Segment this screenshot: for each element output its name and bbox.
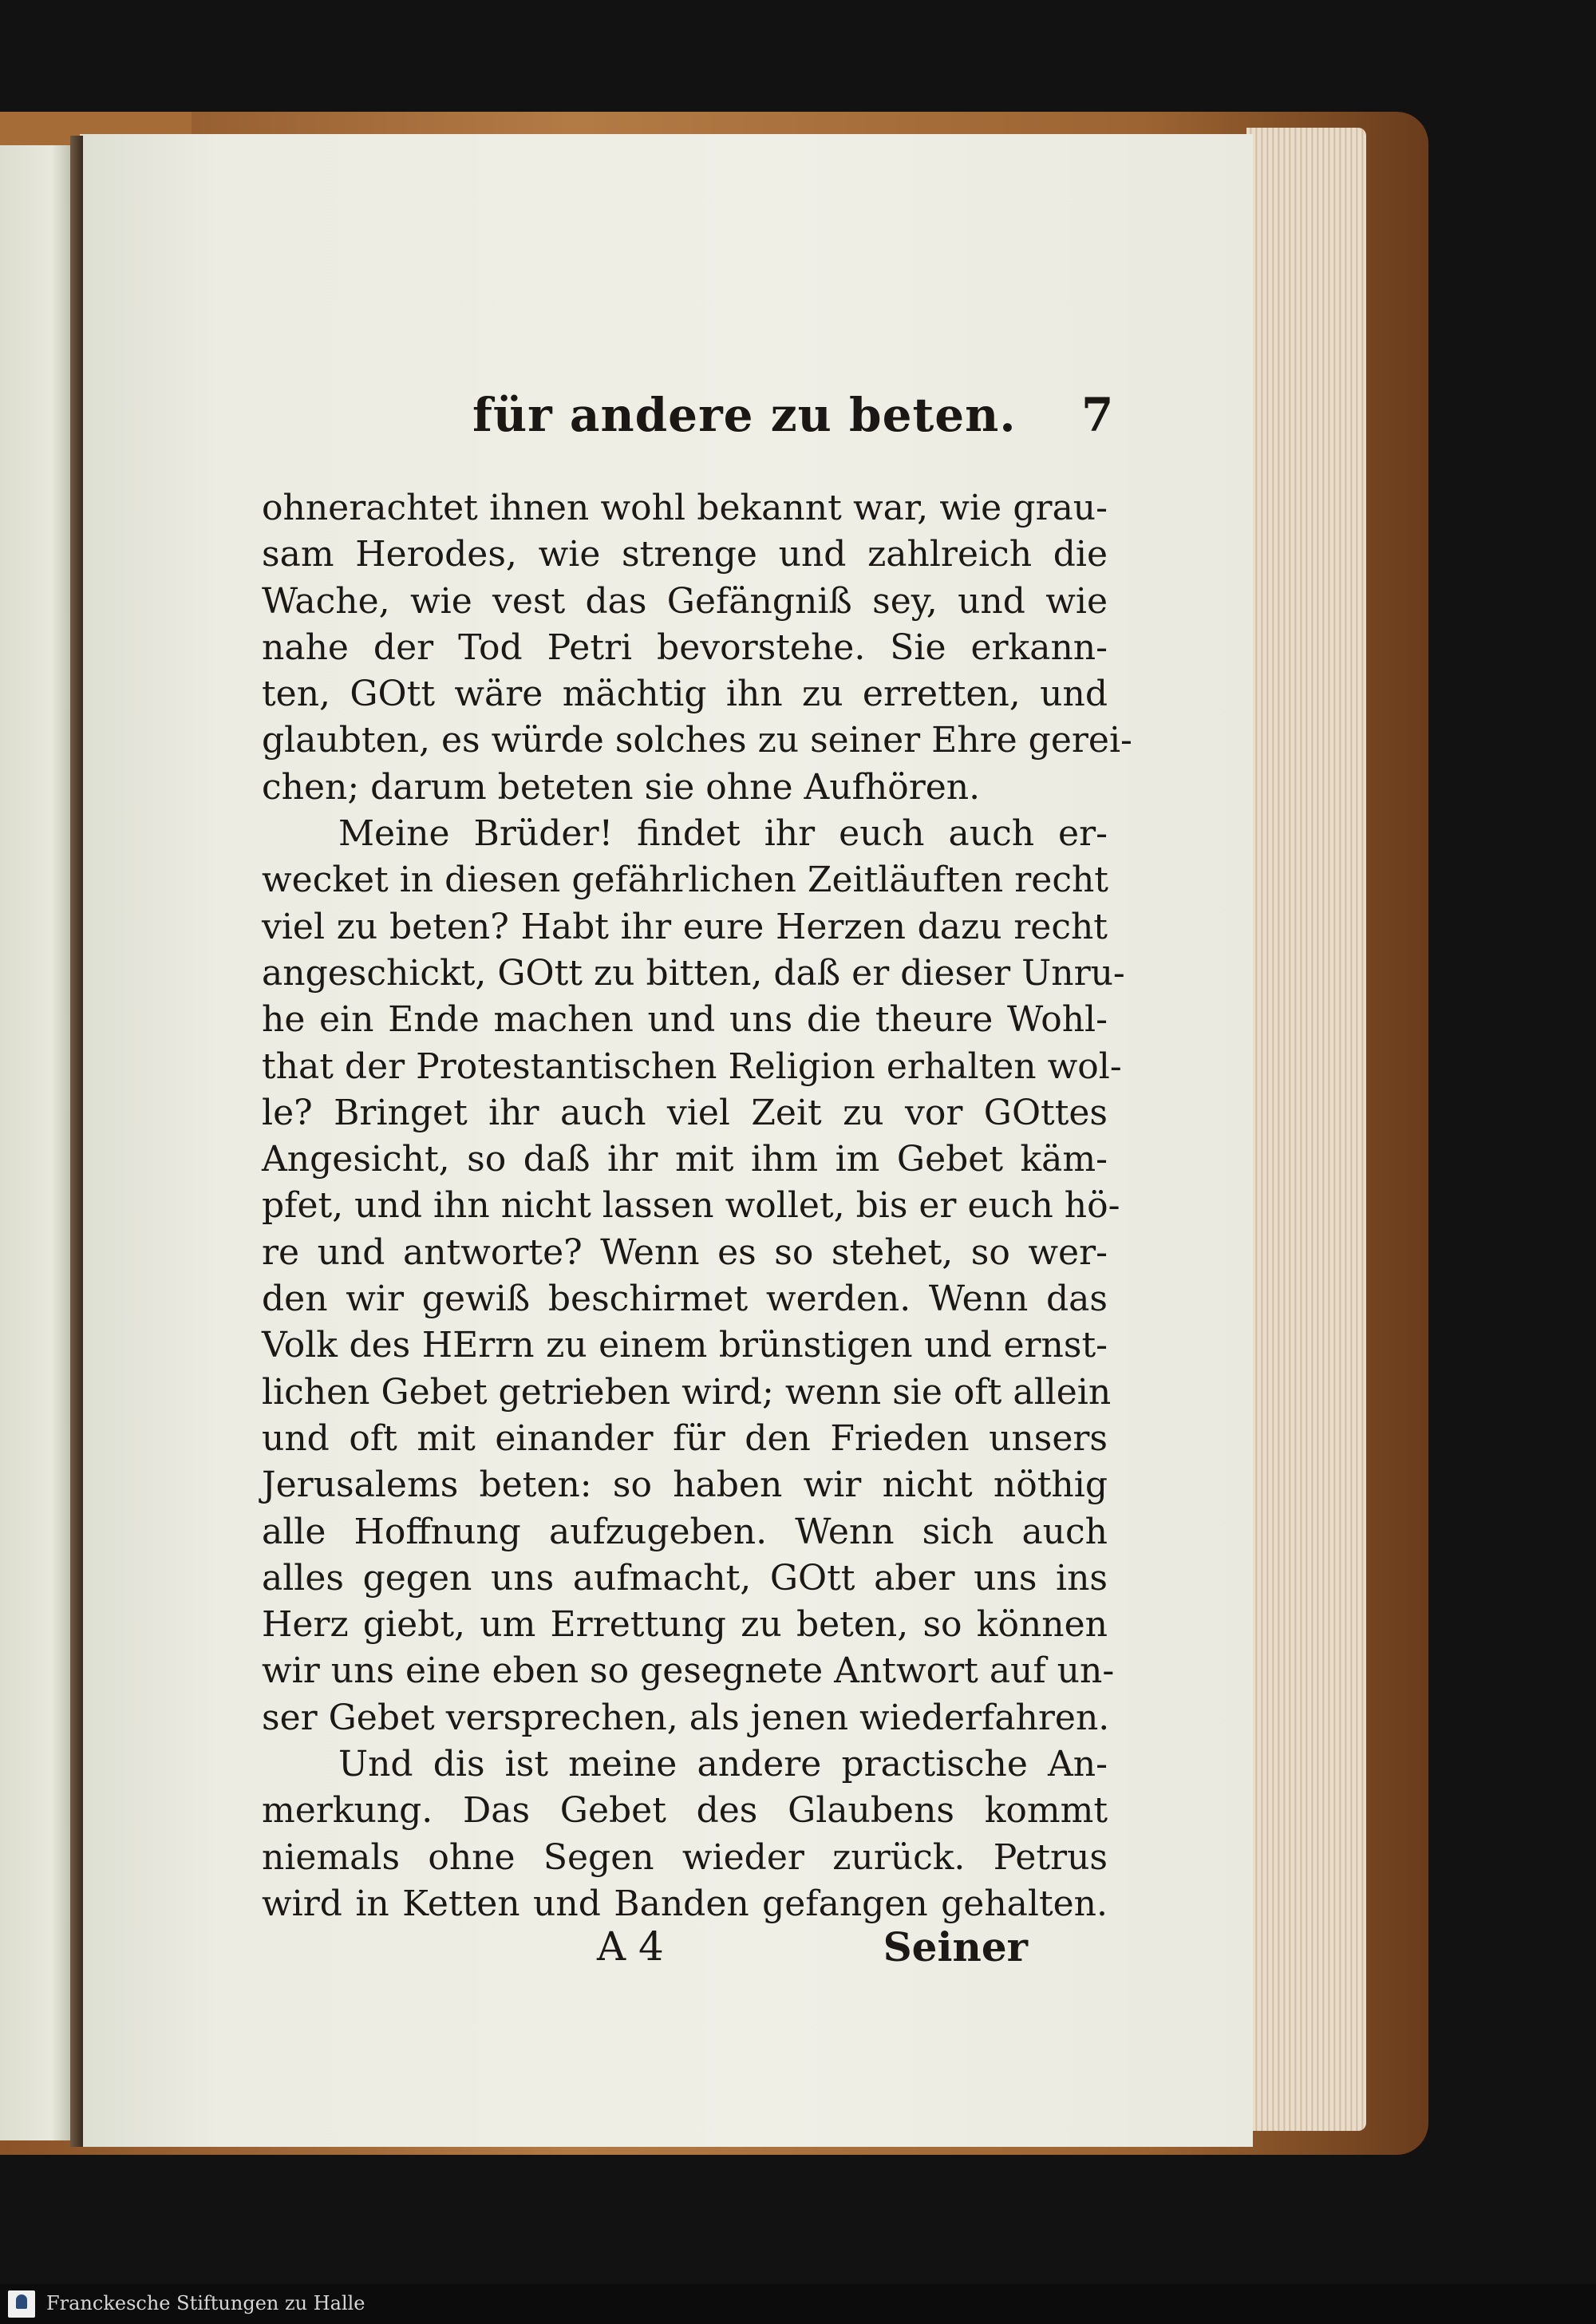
credit-text: Franckesche Stiftungen zu Halle bbox=[46, 2292, 365, 2314]
text-line: sam Herodes, wie strenge und zahlreich die bbox=[262, 534, 1108, 575]
text-line: ten, GOtt wäre mächtig ihn zu erretten, und bbox=[262, 674, 1108, 715]
text-line: den wir gewiß beschirmet werden. Wenn das bbox=[262, 1279, 1108, 1320]
text-line: Herz giebt, um Errettung zu beten, so können bbox=[262, 1604, 1108, 1646]
text-line: wird in Ketten und Banden gefangen gehalten. bbox=[262, 1883, 1108, 1924]
text-line: wecket in diesen gefährlichen Zeitläuften recht bbox=[262, 860, 1108, 901]
text-line: le? Bringet ihr auch viel Zeit zu vor GOttes bbox=[262, 1092, 1108, 1133]
text-line: Jerusalems beten: so haben wir nicht nöthig bbox=[262, 1464, 1108, 1506]
text-line: merkung. Das Gebet des Glaubens kommt bbox=[262, 1790, 1108, 1832]
text-line: that der Protestantischen Religion erhalten wol- bbox=[262, 1045, 1122, 1087]
text-line: niemals ohne Segen wieder zurück. Petrus bbox=[262, 1836, 1108, 1878]
text-line: Und dis ist meine andere practische An- bbox=[338, 1744, 1108, 1785]
text-line: Volk des HErrn zu einem brünstigen und ernst- bbox=[262, 1325, 1108, 1366]
page-footer bbox=[182, 1923, 1028, 1974]
text-line: angeschickt, GOtt zu bitten, daß er dieser Unru- bbox=[262, 952, 1125, 994]
book-gutter bbox=[70, 136, 83, 2147]
footer-bar bbox=[0, 2284, 1596, 2324]
catchword: Seiner bbox=[883, 1923, 1028, 1970]
text-line: lichen Gebet getrieben wird; wenn sie oft allein bbox=[262, 1371, 1112, 1413]
text-line: re und antworte? Wenn es so stehet, so wer- bbox=[262, 1231, 1108, 1273]
text-line: alles gegen uns aufmacht, GOtt aber uns ins bbox=[262, 1557, 1108, 1599]
text-line: Meine Brüder! findet ihr euch auch er- bbox=[338, 813, 1108, 855]
signature-mark: A 4 bbox=[597, 1923, 664, 1970]
text-line: und oft mit einander für den Frieden unsers bbox=[262, 1417, 1108, 1459]
running-head-title: für andere zu beten. bbox=[472, 388, 1017, 442]
page-edges bbox=[1246, 128, 1366, 2131]
text-line: alle Hoffnung aufzugeben. Wenn sich auch bbox=[262, 1511, 1108, 1552]
text-line: glaubten, es würde solches zu seiner Ehre gerei- bbox=[262, 720, 1132, 761]
institution-logo-mark bbox=[16, 2294, 27, 2309]
text-line: nahe der Tod Petri bevorstehe. Sie erkann- bbox=[262, 626, 1108, 668]
text-line: ohnerachtet ihnen wohl bekannt war, wie grau- bbox=[262, 488, 1108, 528]
running-head bbox=[80, 388, 1253, 452]
text-line: Wache, wie vest das Gefängniß sey, und wie bbox=[262, 580, 1108, 622]
text-line: ser Gebet versprechen, als jenen wiederfahren. bbox=[262, 1697, 1110, 1738]
text-line: he ein Ende machen und uns die theure Wohl- bbox=[262, 999, 1108, 1041]
book-page bbox=[80, 134, 1253, 2147]
text-line: viel zu beten? Habt ihr eure Herzen dazu recht bbox=[262, 906, 1108, 947]
text-line: wir uns eine eben so gesegnete Antwort auf un- bbox=[262, 1650, 1115, 1692]
page-number: 7 bbox=[1081, 388, 1114, 442]
left-page-edge bbox=[0, 145, 73, 2140]
text-line: Angesicht, so daß ihr mit ihm im Gebet käm- bbox=[262, 1139, 1108, 1180]
institution-logo-icon bbox=[8, 2290, 35, 2318]
body-text bbox=[262, 485, 1132, 1927]
text-line: pfet, und ihn nicht lassen wollet, bis er euch hö- bbox=[262, 1185, 1120, 1227]
text-line: chen; darum beteten sie ohne Aufhören. bbox=[262, 766, 981, 808]
